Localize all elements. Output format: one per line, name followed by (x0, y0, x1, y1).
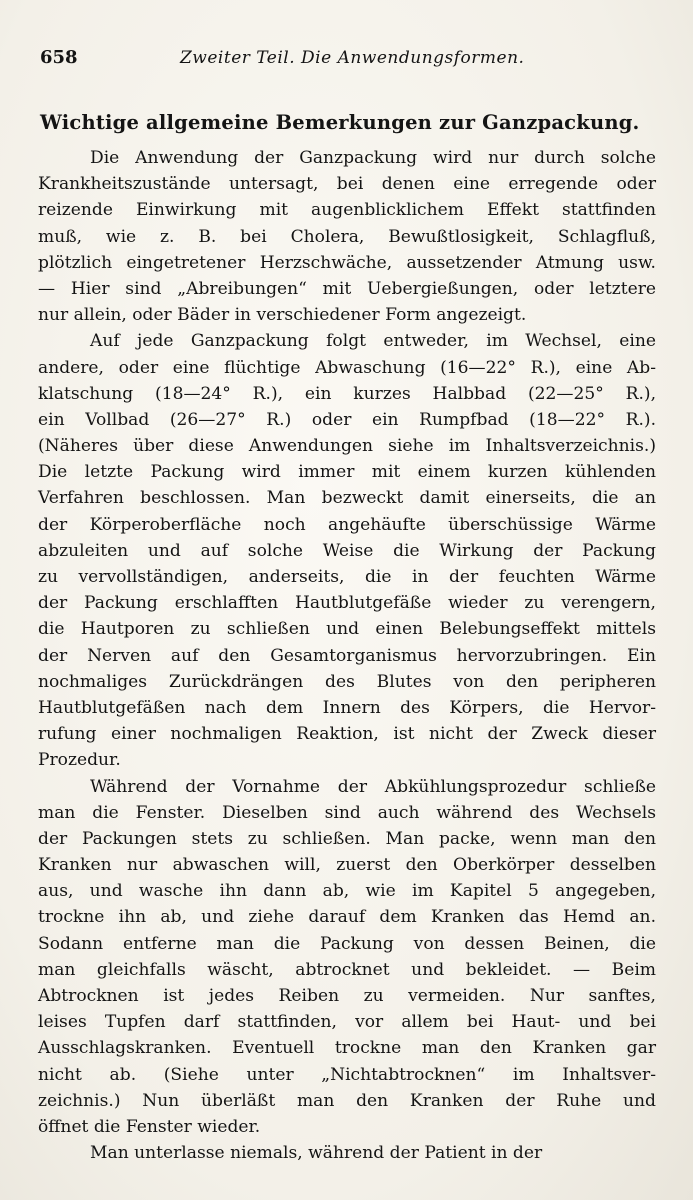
text-line: Sodann entferne man die Packung von dessen Beinen, die (38, 933, 656, 954)
text-line: der Packungen stets zu schließen. Man packe, wenn man den (38, 828, 656, 849)
text-line: Kranken nur abwaschen will, zuerst den Oberkörper desselben (38, 855, 656, 876)
text-line: nicht ab. (Siehe unter „Nichtabtrocknen“ im Inhaltsver- (38, 1064, 656, 1085)
text-line: — Hier sind „Abreibungen“ mit Uebergießungen, oder letztere (38, 278, 656, 299)
text-line: die Hautporen zu schließen und einen Belebungseffekt mittels (38, 619, 656, 640)
text-line: trockne ihn ab, und ziehe darauf dem Kranken das Hemd an. (38, 907, 656, 928)
paragraph (38, 328, 656, 773)
text-line: reizende Einwirkung mit augenblicklichem Effekt stattfinden (38, 200, 656, 221)
text-line: leises Tupfen darf stattfinden, vor allem bei Haut- und bei (38, 1012, 656, 1033)
text-line: klatschung (18—24° R.), ein kurzes Halbbad (22—25° R.), (38, 383, 656, 404)
text-line: ein Vollbad (26—27° R.) oder ein Rumpfbad (18—22° R.). (38, 409, 656, 430)
text-line: man gleichfalls wäscht, abtrocknet und bekleidet. — Beim (38, 959, 656, 980)
section-heading: Wichtige allgemeine Bemerkungen zur Ganzpackung. (40, 111, 640, 134)
paragraph (38, 1140, 656, 1166)
text-line: der Körperoberfläche noch angehäufte überschüssige Wärme (38, 514, 656, 535)
running-title: Zweiter Teil. Die Anwendungsformen. (180, 48, 525, 68)
text-line: zeichnis.) Nun überläßt man den Kranken der Ruhe und (38, 1090, 656, 1111)
text-line: andere, oder eine flüchtige Abwaschung (16—22° R.), eine Ab- (38, 357, 656, 378)
text-line: Verfahren beschlossen. Man bezweckt damit einerseits, die an (38, 488, 656, 509)
text-line: der Packung erschlafften Hautblutgefäße wieder zu verengern, (38, 593, 656, 614)
text-line: Auf jede Ganzpackung folgt entweder, im Wechsel, eine (90, 331, 656, 352)
paragraph (38, 145, 656, 328)
text-line: plötzlich eingetretener Herzschwäche, aussetzender Atmung usw. (38, 252, 656, 273)
text-line: (Näheres über diese Anwendungen siehe im Inhaltsverzeichnis.) (38, 436, 656, 457)
text-line: der Nerven auf den Gesamtorganismus hervorzubringen. Ein (38, 645, 656, 666)
page-number: 658 (40, 47, 78, 68)
text-line: Abtrocknen ist jedes Reiben zu vermeiden. Nur sanftes, (38, 986, 656, 1006)
text-line: Die letzte Packung wird immer mit einem kurzen kühlenden (38, 462, 656, 483)
text-line: muß, wie z. B. bei Cholera, Bewußtlosigkeit, Schlagfluß, (38, 226, 656, 247)
paragraph (38, 774, 656, 1141)
body-text (38, 145, 656, 1166)
text-line: Prozedur. (38, 750, 121, 771)
text-line: nur allein, oder Bäder in verschiedener Form angezeigt. (38, 305, 527, 326)
text-line: Die Anwendung der Ganzpackung wird nur durch solche (90, 148, 656, 168)
text-line: man die Fenster. Dieselben sind auch während des Wechsels (38, 802, 656, 823)
text-line: Ausschlagskranken. Eventuell trockne man den Kranken gar (38, 1038, 656, 1059)
text-line: Hautblutgefäßen nach dem Innern des Körpers, die Hervor- (38, 697, 656, 718)
page-header (40, 44, 643, 72)
text-line: Krankheitszustände untersagt, bei denen eine erregende oder (38, 174, 656, 195)
text-line: abzuleiten und auf solche Weise die Wirkung der Packung (38, 540, 656, 561)
text-line: öffnet die Fenster wieder. (38, 1116, 261, 1137)
text-line: Während der Vornahme der Abkühlungsprozedur schließe (90, 776, 656, 797)
text-line: zu vervollständigen, anderseits, die in der feuchten Wärme (38, 567, 656, 587)
text-line: rufung einer nochmaligen Reaktion, ist nicht der Zweck dieser (38, 724, 656, 745)
text-line: nochmaliges Zurückdrängen des Blutes von den peripheren (38, 671, 656, 692)
text-line: aus, und wasche ihn dann ab, wie im Kapitel 5 angegeben, (38, 881, 656, 902)
text-line: Man unterlasse niemals, während der Patient in der (90, 1143, 543, 1164)
